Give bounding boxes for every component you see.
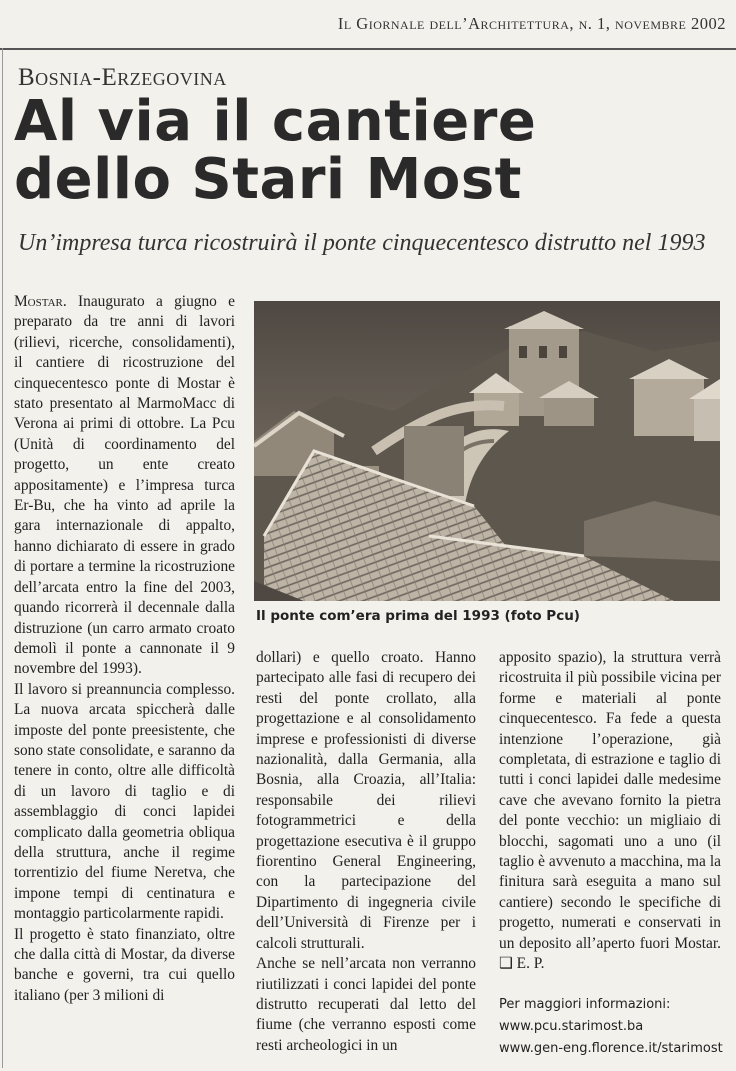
left-rule (2, 48, 3, 1068)
more-info-heading: Per maggiori informazioni: (499, 997, 671, 1012)
link-pcu[interactable]: www.pcu.starimost.ba (499, 1019, 644, 1034)
paragraph-text: Inaugurato a giugno e preparato da tre anni di lavori (rilievi, ricerche, consolidamenti), il cantiere di ricostruzione del cinquecentesco ponte di Mostar è stato presentato al MarmoMacc di Verona ai primi di ottobre. La Pcu (Unità di coordinamento del progetto, un ente creato appositamente) e l’impresa turca Er-Bu, che ha vinto ad aprile la gara internazionale di appalto, hanno dichiarato di essere in grado di portare a termine la ricostruzione dell’arcata entro la fine del 2003, quando ricorrerà il decennale dalla distruzione (un carro armato croato demolì il ponte a cannonate il 9 novembre del 1993). (14, 293, 235, 678)
paragraph (499, 648, 721, 975)
bridge-photo-illustration (254, 301, 720, 601)
link-gen-eng[interactable]: www.gen-eng.florence.it/starimost (499, 1041, 723, 1056)
article-column-2 (256, 648, 476, 1056)
bridge-photo (254, 301, 720, 601)
section-kicker: Bosnia-Erzegovina (18, 64, 227, 91)
photo-caption: Il ponte com’era prima del 1993 (foto Pcu) (256, 608, 580, 624)
article-headline (14, 89, 724, 212)
end-mark-icon: ❑ (499, 955, 513, 973)
more-info-box (499, 994, 729, 1060)
article-column-1 (14, 292, 235, 1006)
article-column-3 (499, 648, 721, 975)
author-signature: E. P. (516, 955, 545, 973)
paragraph: Il progetto è stato finanziato, oltre che dalla città di Mostar, da diverse banche e governi, tra cui quello italiano (per 3 milioni di (14, 925, 235, 1004)
paragraph: Il lavoro si preannuncia complesso. La nuova arcata spiccherà dalle imposte del ponte preesistente, che sono state consolidate, e saranno da tenere in conto, oltre alle difficoltà di un lavoro di taglio e di assemblaggio di conci lapidei complicato dalla geometria obliqua della struttura, anche il regime torrentizio del fiume Neretva, che impone tempi di centinatura e montaggio particolarmente rapidi. (14, 680, 235, 923)
paragraph (14, 292, 235, 680)
paragraph-text: apposito spazio), la struttura verrà ricostruita il più possibile vicina per forme e materiali al ponte cinquecentesco. Fa fede a questa intenzione l’operazione, già completata, di estrazione e taglio di tutti i conci lapidei dalle medesime cave che avevano fornito la pietra del ponte vecchio: un migliaio di blocchi, sagomati uno a uno (il taglio è avvenuto a macchina, ma la finitura sarà eseguita a mano sul cantiere) secondo le specifiche di progetto, numerati e conservati in un deposito all’aperto fuori Mostar. (499, 649, 721, 952)
top-rule (0, 48, 736, 50)
paragraph: Anche se nell’arcata non verranno riutilizzati i conci lapidei del ponte distrutto recuperati dal letto del fiume (che verranno esposti come resti archeologici in un (256, 955, 476, 1054)
headline-line-1: Al via il cantiere (14, 89, 537, 154)
dateline: Mostar. (14, 293, 67, 310)
running-head: Il Giornale dell’Architettura, n. 1, novembre 2002 (337, 14, 726, 33)
paragraph: dollari) e quello croato. Hanno partecipato alle fasi di recupero dei resti del ponte crollato, alla progettazione e al consolidamento imprese e professionisti di diverse nazionalità, dalla Germania, alla Bosnia, alla Croazia, all’Italia: responsabile dei rilievi fotogrammetrici e della progettazione esecutiva è il gruppo fiorentino General Engineering, con la partecipazione del Dipartimento di ingegneria civile dell’Università di Firenze per i calcoli strutturali. (256, 649, 476, 952)
headline-line-2: dello Stari Most (14, 147, 522, 212)
article-subhead: Un’impresa turca ricostruirà il ponte cinquecentesco distrutto nel 1993 (18, 230, 706, 256)
